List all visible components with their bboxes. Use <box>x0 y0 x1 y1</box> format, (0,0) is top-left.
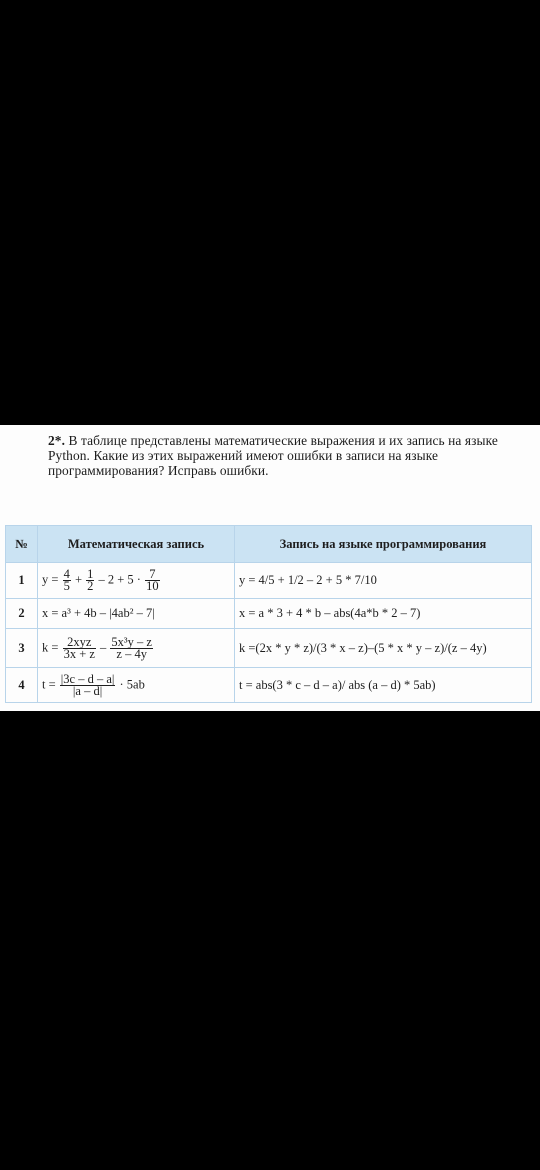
math-operator: – <box>100 639 107 654</box>
math-lhs: y = <box>42 572 59 587</box>
numerator: 5x³y – z <box>111 634 152 649</box>
task-number: 2*. <box>48 433 66 448</box>
math-operator: + <box>74 572 82 587</box>
fraction <box>63 569 71 592</box>
python-code: x = a * 3 + 4 * b – abs(4a*b * 2 – 7) <box>235 599 532 629</box>
denominator: 10 <box>146 579 159 593</box>
header-math: Математическая запись <box>38 526 235 563</box>
numerator: 7 <box>145 569 160 581</box>
python-code: y = 4/5 + 1/2 – 2 + 5 * 7/10 <box>235 563 532 599</box>
row-number: 1 <box>6 563 38 599</box>
fraction <box>110 634 153 661</box>
table-row <box>6 599 532 629</box>
fraction <box>63 634 96 661</box>
python-code: t = abs(3 * c – d – a)/ abs (a – d) * 5ab) <box>235 668 532 703</box>
numerator: |3c – d – a| <box>60 671 115 686</box>
fraction <box>60 671 116 698</box>
table-row <box>6 563 532 599</box>
fraction <box>145 569 160 592</box>
denominator: 3x + z <box>63 646 95 661</box>
math-expression <box>38 563 235 599</box>
math-middle: – 2 + 5 · <box>98 572 141 587</box>
numerator: 2xyz <box>63 637 96 649</box>
math-rest: · 5ab <box>119 676 145 691</box>
row-number: 2 <box>6 599 38 629</box>
table-row <box>6 629 532 668</box>
textbook-photo <box>0 425 540 711</box>
row-number: 3 <box>6 629 38 668</box>
task-statement <box>48 433 534 478</box>
fraction <box>86 569 94 592</box>
denominator: |a – d| <box>72 683 103 698</box>
table-header-row <box>6 526 532 563</box>
numerator: 4 <box>63 567 70 581</box>
denominator: 5 <box>63 579 70 593</box>
denominator: z – 4y <box>116 646 147 661</box>
math-lhs: t = <box>42 676 56 691</box>
row-number: 4 <box>6 668 38 703</box>
math-lhs: k = <box>42 639 59 654</box>
numerator: 1 <box>87 567 94 581</box>
math-expression: x = a³ + 4b – |4ab² – 7| <box>38 599 235 629</box>
header-number: № <box>6 526 38 563</box>
header-code: Запись на языке программирования <box>235 526 532 563</box>
math-expression <box>38 629 235 668</box>
task-text: В таблице представлены математические выражения и их запись на языке Python. Какие из этих выражений имеют ошибки в записи на языке программирования? Исправь ошибки. <box>48 433 498 478</box>
python-code: k =(2x * y * z)/(3 * x – z)–(5 * x * y – z)/(z – 4y) <box>235 629 532 668</box>
table-row <box>6 668 532 703</box>
math-expression <box>38 668 235 703</box>
denominator: 2 <box>87 579 94 593</box>
expressions-table <box>5 525 532 703</box>
